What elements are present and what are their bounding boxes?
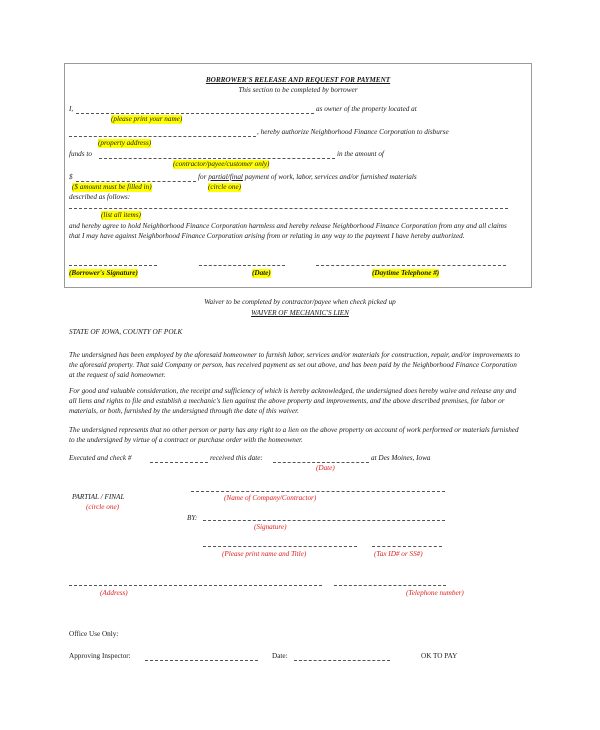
waiver-intro: Waiver to be completed by contractor/payee when check picked up xyxy=(204,298,396,306)
print-name-line[interactable] xyxy=(203,546,357,547)
office-date-label: Date: xyxy=(272,652,288,660)
received-date-line[interactable] xyxy=(273,462,369,463)
ok-to-pay-label: OK TO PAY xyxy=(421,652,458,660)
described-label: described as follows: xyxy=(69,193,131,201)
tax-id-label: (Tax ID# or SS#) xyxy=(374,550,423,558)
list-items-hint: (list all items) xyxy=(101,211,141,219)
signature-label: (Signature) xyxy=(254,523,287,531)
date-hint: (Date) xyxy=(316,464,335,472)
received-date-label: received this date: xyxy=(210,454,263,462)
signature-line[interactable] xyxy=(203,520,445,521)
company-label: (Name of Company/Contractor) xyxy=(224,494,317,502)
payment-line-text: for partial/final payment of work, labor, services and/or furnished materials xyxy=(198,173,417,181)
telephone-label: (Telephone number) xyxy=(406,589,464,597)
borrower-section-subtitle: This section to be completed by borrower xyxy=(238,86,358,94)
borrower-phone-line[interactable] xyxy=(316,265,506,266)
release-paragraph: and hereby agree to hold Neighborhood Finance Corporation harmless and hereby release Neighborhood Finance Corporation from any and all claims that I may have against Neighborhood Finance Corporation arising from or relating in any way to the payment I have hereby authorized. xyxy=(69,222,507,241)
waiver-paragraph-1: The undersigned has been employed by the aforesaid homeowner to furnish labor, services and/or materials for construction, repair, and/or improvements to the aforesaid property. That said Company or person, has received payment as set out above, and has been paid by the Neighborhood Finance Corporation at the request of said homeowner. xyxy=(69,351,520,380)
by-label: BY: xyxy=(187,514,198,522)
location-text: at Des Moines, Iowa xyxy=(371,454,431,462)
owner-name-line[interactable] xyxy=(76,113,314,114)
amount-hint: ($ amount must be filled in) xyxy=(72,183,152,191)
print-name-hint: (please print your name) xyxy=(111,115,183,123)
contractor-hint: (contractor/payee/customer only) xyxy=(173,160,270,168)
borrower-date-line[interactable] xyxy=(199,265,285,266)
borrower-phone-hint: (Daytime Telephone #) xyxy=(372,269,440,277)
borrower-signature-hint: (Borrower's Signature) xyxy=(69,269,138,277)
company-line[interactable] xyxy=(191,491,445,492)
borrower-section-title: BORROWER'S RELEASE AND REQUEST FOR PAYMENT xyxy=(205,76,391,84)
executed-prefix: Executed and check # xyxy=(69,454,132,462)
approving-inspector-label: Approving Inspector: xyxy=(69,652,131,660)
waiver-paragraph-3: The undersigned represents that no other person or party has any right to a lien on the above property on account of work performed or materials furnished to the undersigned by virtue of a contract or purchase order with the homeowner. xyxy=(69,426,519,445)
office-date-line[interactable] xyxy=(294,660,390,661)
property-address-line[interactable] xyxy=(69,136,256,137)
borrower-date-hint: (Date) xyxy=(252,269,271,277)
partial-final-label[interactable]: PARTIAL / FINAL xyxy=(72,493,125,501)
circle-one-hint: (circle one) xyxy=(208,183,242,191)
authorize-text: , hereby authorize Neighborhood Finance Corporation to disburse xyxy=(257,128,449,136)
state-county: STATE OF IOWA, COUNTY OF POLK xyxy=(69,328,183,336)
waiver-title: WAIVER OF MECHANIC'S LIEN xyxy=(251,309,349,317)
payee-line[interactable] xyxy=(99,158,335,159)
amount-of-text: in the amount of xyxy=(337,150,384,158)
address-label: (Address) xyxy=(100,589,128,597)
property-address-hint: (property address) xyxy=(98,139,152,147)
telephone-line[interactable] xyxy=(334,585,446,586)
borrower-signature-line[interactable] xyxy=(69,265,157,266)
address-line[interactable] xyxy=(69,585,322,586)
owner-prefix: I, xyxy=(69,105,74,113)
funds-to-label: funds to xyxy=(69,150,92,158)
items-line[interactable] xyxy=(69,208,508,209)
amount-line[interactable] xyxy=(76,181,196,182)
check-number-line[interactable] xyxy=(150,462,208,463)
office-use-title: Office Use Only: xyxy=(69,630,119,638)
partial-final-option[interactable]: partial/final xyxy=(208,173,243,181)
print-name-title-label: (Please print name and Title) xyxy=(222,550,307,558)
tax-id-line[interactable] xyxy=(372,546,442,547)
dollar-sign: $ xyxy=(69,173,73,181)
circle-one-label: (circle one) xyxy=(86,503,120,511)
waiver-paragraph-2: For good and valuable consideration, the receipt and sufficiency of which is hereby acknowledged, the undersigned does hereby waive and release any and all liens and rights to file and establish a mechanic's lien against the above property and improvements, and the above described premises, for labor or materials, or both, furnished by the undersigned through the date of this waiver. xyxy=(69,387,517,416)
owner-line-text: as owner of the property located at xyxy=(316,105,417,113)
inspector-line[interactable] xyxy=(145,660,258,661)
